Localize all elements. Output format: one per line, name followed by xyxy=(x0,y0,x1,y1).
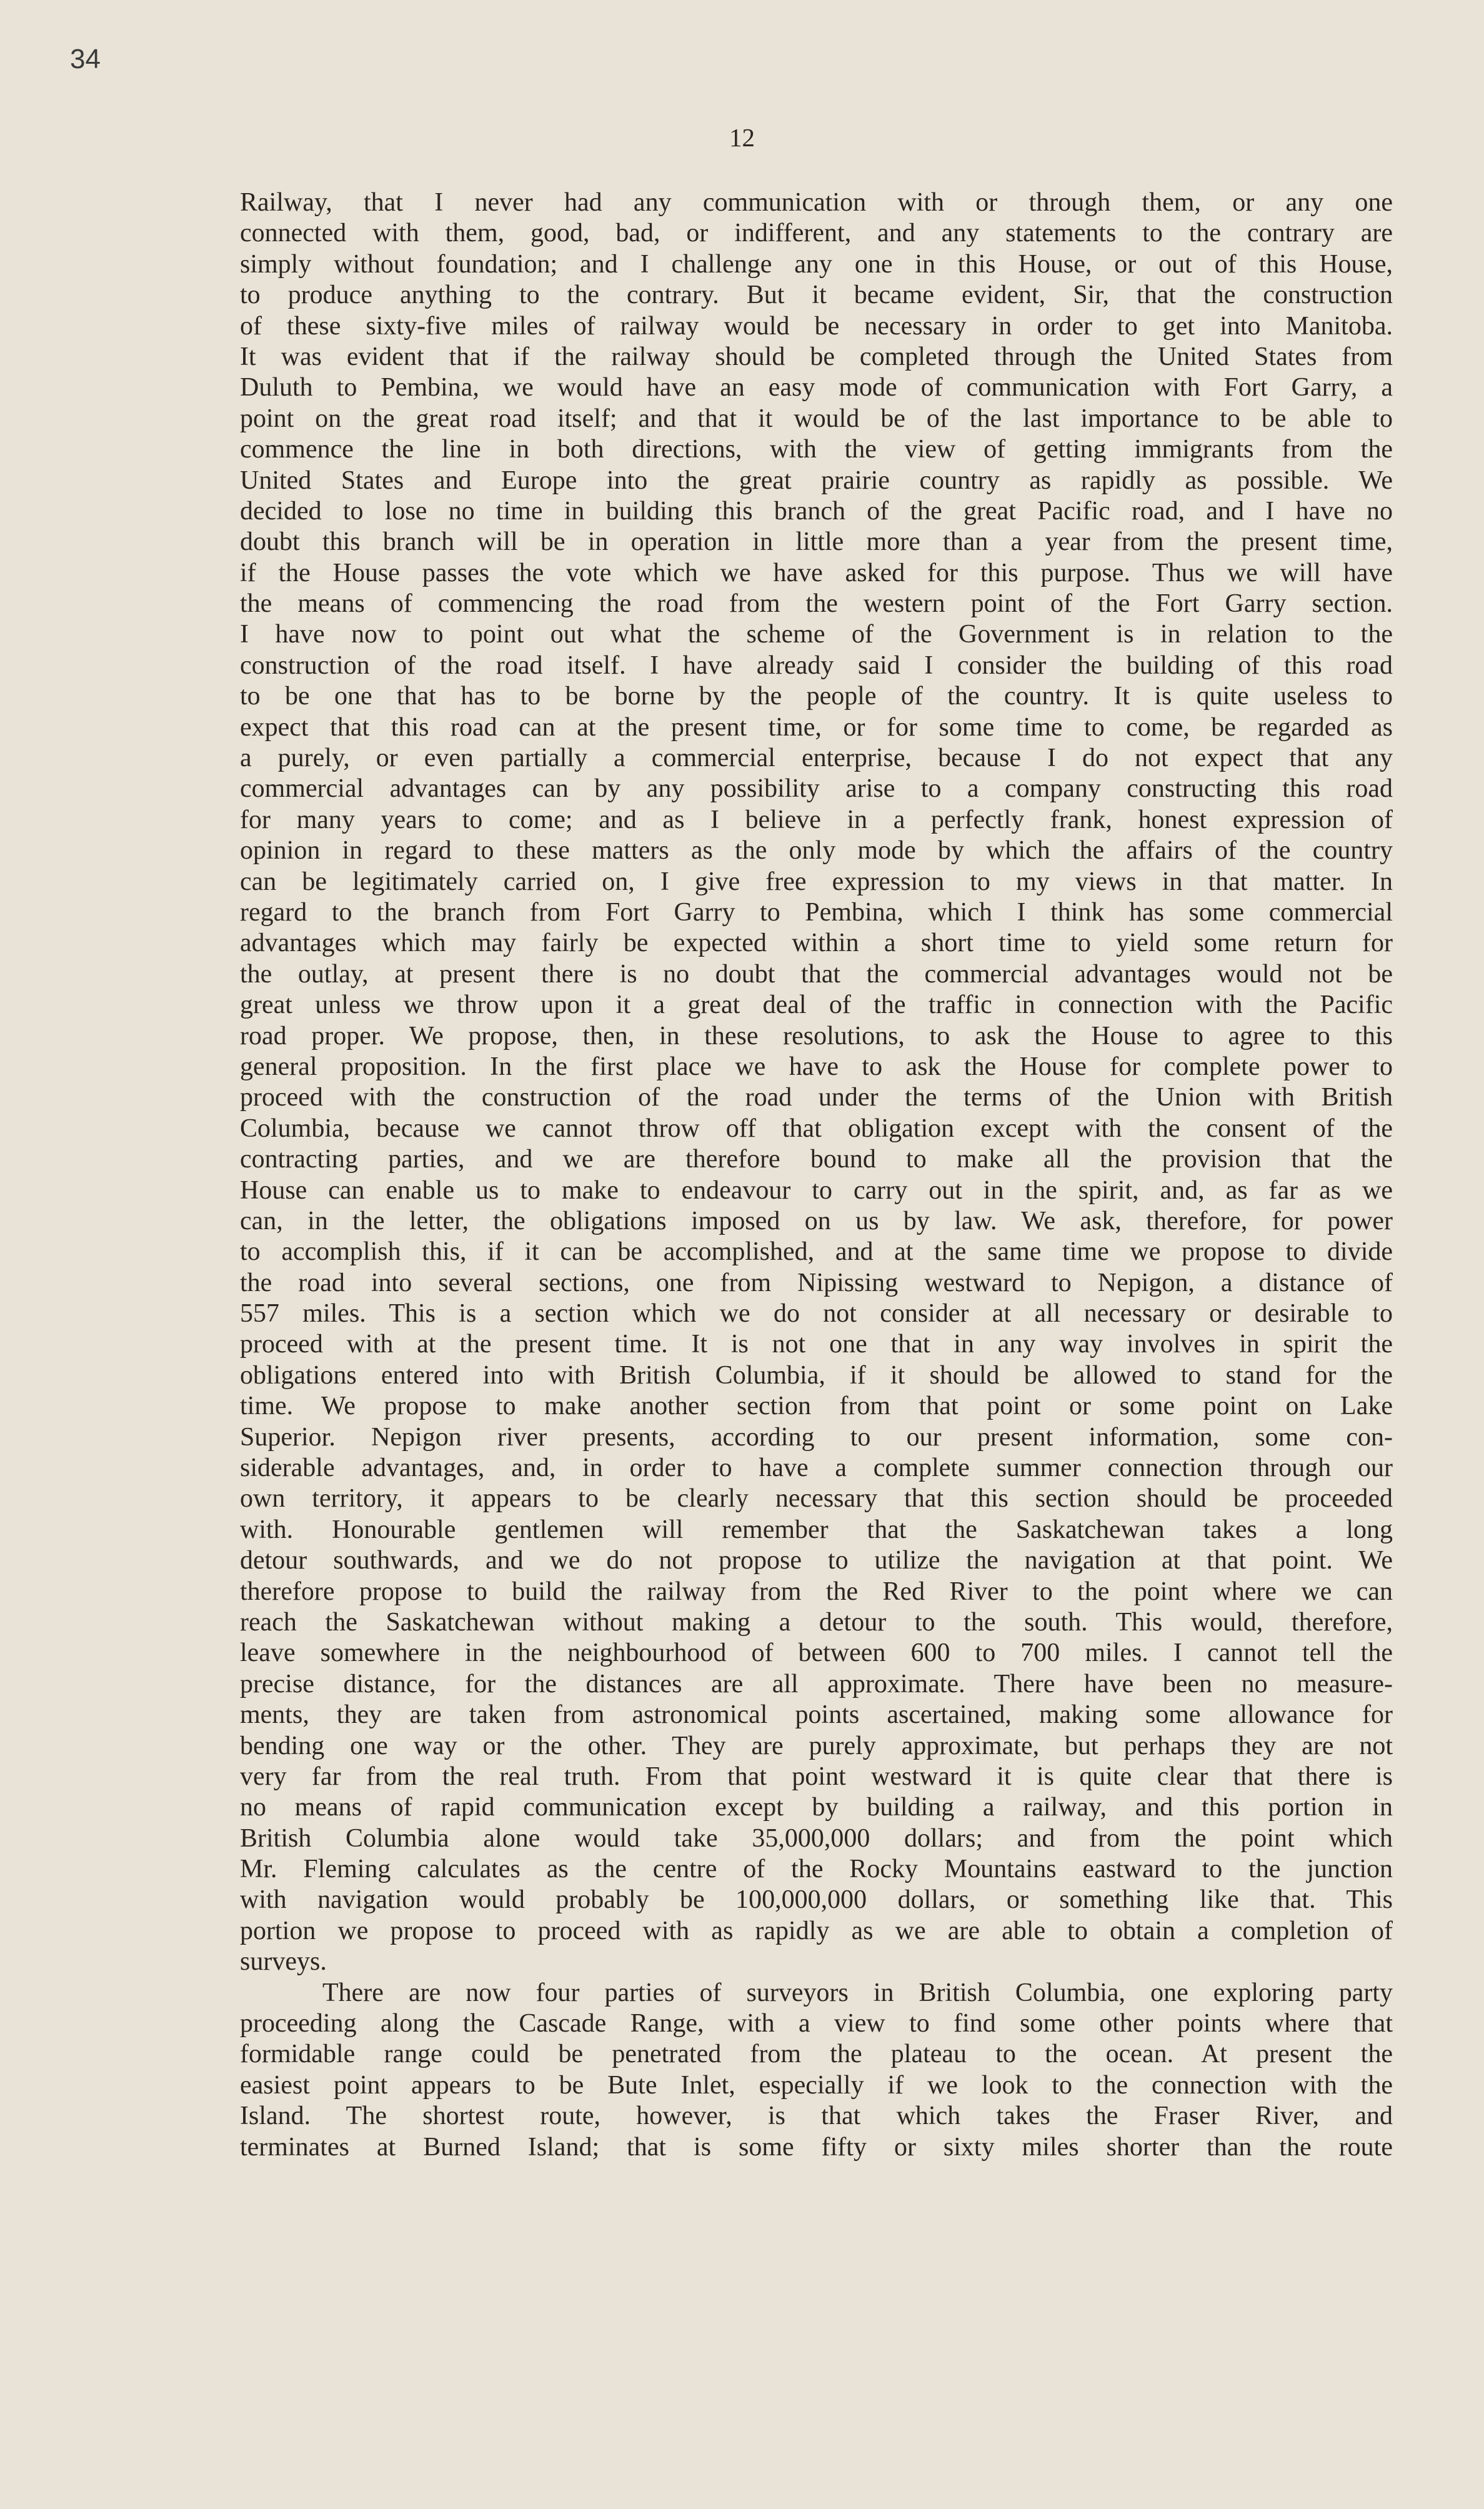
text-line: ments, they are taken from astronomical points ascertained, making some allowance for xyxy=(240,1700,1393,1730)
text-line: doubt this branch will be in operation in little more than a year from the present time, xyxy=(240,527,1393,557)
body-text xyxy=(240,187,1393,2163)
text-line: 557 miles. This is a section which we do not consider at all necessary or desirable to xyxy=(240,1299,1393,1329)
text-line: proceeding along the Cascade Range, with a view to find some other points where that xyxy=(240,2009,1393,2038)
text-line: terminates at Burned Island; that is some fifty or sixty miles shorter than the route xyxy=(240,2132,1393,2162)
text-line: decided to lose no time in building this branch of the great Pacific road, and I have no xyxy=(240,496,1393,526)
text-line: the means of commencing the road from the western point of the Fort Garry section. xyxy=(240,589,1393,619)
text-line: simply without foundation; and I challenge any one in this House, or out of this House, xyxy=(240,249,1393,279)
text-line: to produce anything to the contrary. But it became evident, Sir, that the construction xyxy=(240,281,1393,310)
text-line: very far from the real truth. From that point westward it is quite clear that there is xyxy=(240,1762,1393,1791)
text-line: to accomplish this, if it can be accomplished, and at the same time we propose to divide xyxy=(240,1237,1393,1267)
text-line: advantages which may fairly be expected within a short time to yield some return for xyxy=(240,929,1393,958)
text-line: commence the line in both directions, with the view of getting immigrants from the xyxy=(240,435,1393,464)
text-line: portion we propose to proceed with as rapidly as we are able to obtain a completion of xyxy=(240,1916,1393,1945)
text-line: proceed with the construction of the road under the terms of the Union with British xyxy=(240,1083,1393,1112)
text-line: a purely, or even partially a commercial enterprise, because I do not expect that any xyxy=(240,744,1393,773)
text-line: I have now to point out what the scheme of the Government is in relation to the xyxy=(240,620,1393,649)
text-line: time. We propose to make another section from that point or some point on Lake xyxy=(240,1392,1393,1421)
text-line: can, in the letter, the obligations imposed on us by law. We ask, therefore, for power xyxy=(240,1206,1393,1235)
text-line: the outlay, at present there is no doubt that the commercial advantages would not be xyxy=(240,959,1393,989)
text-line: It was evident that if the railway should be completed through the United States from xyxy=(240,342,1393,371)
text-line: surveys. xyxy=(240,1947,327,1977)
text-line: Superior. Nepigon river presents, according to our present information, some con- xyxy=(240,1422,1393,1452)
text-line: formidable range could be penetrated from the plateau to the ocean. At present the xyxy=(240,2040,1393,2069)
text-line: general proposition. In the first place we have to ask the House for complete power to xyxy=(240,1052,1393,1081)
text-line: There are now four parties of surveyors in British Columbia, one exploring party xyxy=(322,1978,1393,2007)
text-line: to be one that has to be borne by the people of the country. It is quite useless to xyxy=(240,682,1393,711)
text-line: leave somewhere in the neighbourhood of between 600 to 700 miles. I cannot tell the xyxy=(240,1639,1393,1668)
text-line: for many years to come; and as I believe in a perfectly frank, honest expression of xyxy=(240,805,1393,834)
text-line: point on the great road itself; and that it would be of the last importance to be able to xyxy=(240,404,1393,433)
text-line: easiest point appears to be Bute Inlet, especially if we look to the connection with the xyxy=(240,2070,1393,2100)
text-line: road proper. We propose, then, in these resolutions, to ask the House to agree to this xyxy=(240,1021,1393,1050)
text-line: obligations entered into with British Columbia, if it should be allowed to stand for the xyxy=(240,1360,1393,1390)
text-line: connected with them, good, bad, or indifferent, and any statements to the contrary are xyxy=(240,219,1393,248)
text-line: can be legitimately carried on, I give free expression to my views in that matter. In xyxy=(240,867,1393,896)
text-line: Columbia, because we cannot throw off that obligation except with the consent of the xyxy=(240,1114,1393,1143)
text-line: therefore propose to build the railway from the Red River to the point where we can xyxy=(240,1577,1393,1606)
scan-page-number: 34 xyxy=(70,44,101,74)
text-line: detour southwards, and we do not propose to utilize the navigation at that point. We xyxy=(240,1546,1393,1575)
page-number: 12 xyxy=(729,123,755,152)
text-line: own territory, it appears to be clearly necessary that this section should be proceeded xyxy=(240,1484,1393,1514)
text-line: if the House passes the vote which we have asked for this purpose. Thus we will have xyxy=(240,558,1393,587)
text-line: with. Honourable gentlemen will remember that the Saskatchewan takes a long xyxy=(240,1515,1393,1544)
text-line: Duluth to Pembina, we would have an easy mode of communication with Fort Garry, a xyxy=(240,373,1393,402)
text-line: with navigation would probably be 100,000,000 dollars, or something like that. This xyxy=(240,1885,1393,1915)
text-line: Railway, that I never had any communication with or through them, or any one xyxy=(240,188,1393,217)
text-line: commercial advantages can by any possibility arise to a company constructing this road xyxy=(240,774,1393,804)
text-line: no means of rapid communication except by building a railway, and this portion in xyxy=(240,1793,1393,1822)
text-line: regard to the branch from Fort Garry to Pembina, which I think has some commercial xyxy=(240,897,1393,927)
text-line: contracting parties, and we are therefore bound to make all the provision that the xyxy=(240,1145,1393,1174)
text-line: Island. The shortest route, however, is that which takes the Fraser River, and xyxy=(240,2102,1393,2131)
text-line: precise distance, for the distances are all approximate. There have been no measure- xyxy=(240,1669,1393,1698)
text-line: expect that this road can at the present time, or for some time to come, be regarded as xyxy=(240,712,1393,742)
text-line: British Columbia alone would take 35,000,000 dollars; and from the point which xyxy=(240,1823,1393,1853)
text-line: the road into several sections, one from Nipissing westward to Nepigon, a distance of xyxy=(240,1268,1393,1297)
text-line: siderable advantages, and, in order to have a complete summer connection through our xyxy=(240,1454,1393,1483)
text-line: opinion in regard to these matters as the only mode by which the affairs of the country xyxy=(240,836,1393,865)
text-line: Mr. Fleming calculates as the centre of the Rocky Mountains eastward to the junction xyxy=(240,1855,1393,1884)
text-line: construction of the road itself. I have already said I consider the building of this road xyxy=(240,651,1393,680)
text-line: of these sixty-five miles of railway would be necessary in order to get into Manitoba. xyxy=(240,311,1393,341)
text-line: bending one way or the other. They are purely approximate, but perhaps they are not xyxy=(240,1731,1393,1760)
text-line: United States and Europe into the great prairie country as rapidly as possible. We xyxy=(240,466,1393,495)
text-line: great unless we throw upon it a great deal of the traffic in connection with the Pacific xyxy=(240,990,1393,1020)
text-line: proceed with at the present time. It is not one that in any way involves in spirit the xyxy=(240,1330,1393,1359)
text-line: House can enable us to make to endeavour to carry out in the spirit, and, as far as we xyxy=(240,1175,1393,1205)
text-line: reach the Saskatchewan without making a detour to the south. This would, therefore, xyxy=(240,1607,1393,1637)
